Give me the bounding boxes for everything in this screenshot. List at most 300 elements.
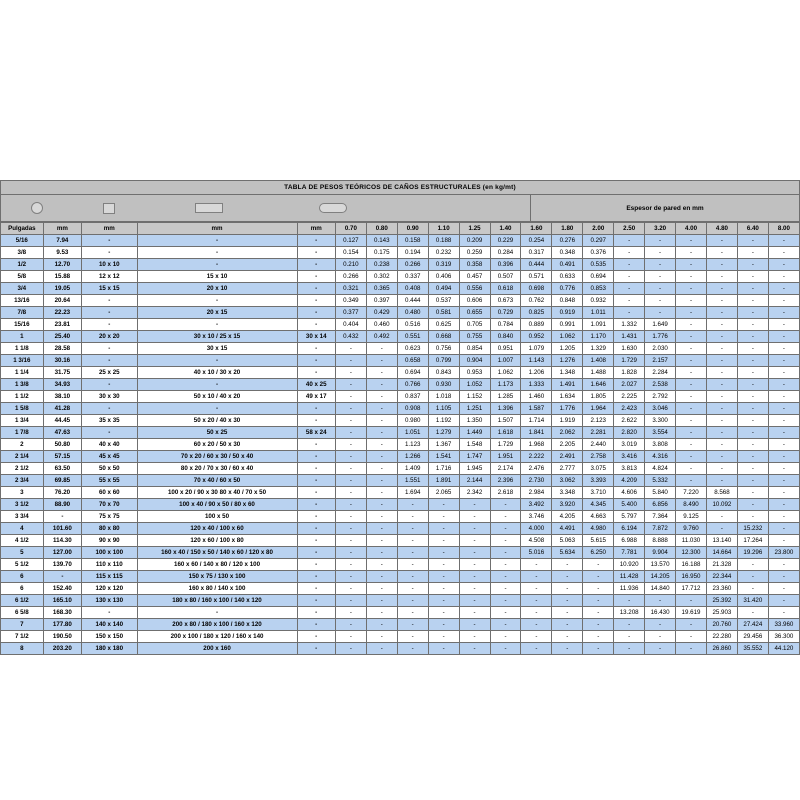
cell-r14-c3: -: [137, 403, 297, 415]
cell-r26-c7: -: [397, 547, 428, 559]
cell-r3-c0: 5/8: [1, 271, 44, 283]
cell-r0-c17: -: [706, 235, 737, 247]
cell-r12-c13: 1.646: [583, 379, 614, 391]
cell-r2-c19: -: [768, 259, 799, 271]
cell-r14-c5: -: [335, 403, 366, 415]
cell-r20-c4: -: [297, 475, 335, 487]
cell-r10-c8: 0.799: [428, 355, 459, 367]
cell-r8-c16: -: [676, 331, 707, 343]
cell-r33-c16: -: [676, 631, 707, 643]
cell-r29-c3: 160 x 80 / 140 x 100: [137, 583, 297, 595]
cell-r23-c6: -: [366, 511, 397, 523]
cell-r22-c13: 4.345: [583, 499, 614, 511]
cell-r2-c7: 0.266: [397, 259, 428, 271]
cell-r6-c10: 0.729: [490, 307, 521, 319]
cell-r4-c11: 0.698: [521, 283, 552, 295]
cell-r32-c2: 140 x 140: [82, 619, 137, 631]
cell-r28-c9: -: [459, 571, 490, 583]
cell-r24-c1: 101.60: [43, 523, 81, 535]
cell-r24-c17: -: [706, 523, 737, 535]
cell-r29-c5: -: [335, 583, 366, 595]
cell-r28-c3: 150 x 75 / 130 x 100: [137, 571, 297, 583]
cell-r2-c12: 0.491: [552, 259, 583, 271]
column-header-15: 3.20: [645, 223, 676, 235]
cell-r3-c17: -: [706, 271, 737, 283]
cell-r28-c18: -: [737, 571, 768, 583]
cell-r2-c0: 1/2: [1, 259, 44, 271]
cell-r10-c18: -: [737, 355, 768, 367]
cell-r26-c0: 5: [1, 547, 44, 559]
cell-r11-c16: -: [676, 367, 707, 379]
cell-r21-c4: -: [297, 487, 335, 499]
cell-r4-c5: 0.321: [335, 283, 366, 295]
cell-r1-c11: 0.317: [521, 247, 552, 259]
table-row: [1, 295, 800, 307]
cell-r14-c19: -: [768, 403, 799, 415]
cell-r5-c13: 0.932: [583, 295, 614, 307]
cell-r27-c2: 110 x 110: [82, 559, 137, 571]
cell-r22-c12: 3.920: [552, 499, 583, 511]
cell-r4-c14: -: [614, 283, 645, 295]
cell-r25-c2: 90 x 90: [82, 535, 137, 547]
cell-r13-c10: 1.285: [490, 391, 521, 403]
cell-r13-c18: -: [737, 391, 768, 403]
cell-r33-c15: -: [645, 631, 676, 643]
cell-r18-c3: 70 x 20 / 60 x 30 / 50 x 40: [137, 451, 297, 463]
cell-r5-c5: 0.349: [335, 295, 366, 307]
cell-r29-c12: -: [552, 583, 583, 595]
column-header-11: 1.60: [521, 223, 552, 235]
cell-r22-c17: 10.092: [706, 499, 737, 511]
cell-r0-c16: -: [676, 235, 707, 247]
cell-r17-c1: 50.80: [43, 439, 81, 451]
cell-r16-c8: 1.279: [428, 427, 459, 439]
cell-r7-c1: 23.81: [43, 319, 81, 331]
cell-r30-c13: -: [583, 595, 614, 607]
cell-r17-c16: -: [676, 439, 707, 451]
cell-r32-c4: -: [297, 619, 335, 631]
cell-r17-c13: 2.440: [583, 439, 614, 451]
cell-r6-c4: -: [297, 307, 335, 319]
cell-r2-c13: 0.535: [583, 259, 614, 271]
cell-r28-c6: -: [366, 571, 397, 583]
cell-r9-c1: 28.58: [43, 343, 81, 355]
cell-r0-c11: 0.254: [521, 235, 552, 247]
cell-r22-c9: -: [459, 499, 490, 511]
cell-r28-c19: -: [768, 571, 799, 583]
cell-r3-c5: 0.266: [335, 271, 366, 283]
cell-r22-c1: 88.90: [43, 499, 81, 511]
cell-r17-c2: 40 x 40: [82, 439, 137, 451]
cell-r29-c4: -: [297, 583, 335, 595]
cell-r2-c10: 0.396: [490, 259, 521, 271]
cell-r12-c9: 1.052: [459, 379, 490, 391]
cell-r34-c7: -: [397, 643, 428, 655]
cell-r20-c17: -: [706, 475, 737, 487]
cell-r2-c9: 0.358: [459, 259, 490, 271]
cell-r32-c19: 33.960: [768, 619, 799, 631]
cell-r13-c14: 2.225: [614, 391, 645, 403]
cell-r19-c15: 4.824: [645, 463, 676, 475]
cell-r24-c11: 4.000: [521, 523, 552, 535]
table-row: [1, 307, 800, 319]
cell-r32-c16: -: [676, 619, 707, 631]
cell-r16-c18: -: [737, 427, 768, 439]
cell-r10-c4: -: [297, 355, 335, 367]
cell-r6-c14: -: [614, 307, 645, 319]
cell-r0-c5: 0.127: [335, 235, 366, 247]
cell-r1-c0: 3/8: [1, 247, 44, 259]
cell-r20-c6: -: [366, 475, 397, 487]
cell-r11-c13: 1.488: [583, 367, 614, 379]
cell-r15-c18: -: [737, 415, 768, 427]
cell-r16-c9: 1.449: [459, 427, 490, 439]
cell-r14-c0: 1 5/8: [1, 403, 44, 415]
table-row: [1, 439, 800, 451]
cell-r7-c4: -: [297, 319, 335, 331]
cell-r3-c15: -: [645, 271, 676, 283]
cell-r23-c17: -: [706, 511, 737, 523]
cell-r13-c13: 1.805: [583, 391, 614, 403]
table-row: [1, 571, 800, 583]
table-row: [1, 463, 800, 475]
cell-r18-c13: 2.758: [583, 451, 614, 463]
cell-r22-c18: -: [737, 499, 768, 511]
cell-r28-c15: 14.205: [645, 571, 676, 583]
cell-r16-c12: 2.062: [552, 427, 583, 439]
cell-r5-c16: -: [676, 295, 707, 307]
cell-r10-c13: 1.408: [583, 355, 614, 367]
table-row: [1, 379, 800, 391]
cell-r23-c9: -: [459, 511, 490, 523]
cell-r27-c8: -: [428, 559, 459, 571]
cell-r27-c5: -: [335, 559, 366, 571]
cell-r12-c5: -: [335, 379, 366, 391]
cell-r8-c11: 0.952: [521, 331, 552, 343]
cell-r20-c10: 2.396: [490, 475, 521, 487]
cell-r1-c9: 0.259: [459, 247, 490, 259]
cell-r23-c7: -: [397, 511, 428, 523]
cell-r18-c4: -: [297, 451, 335, 463]
cell-r11-c10: 1.062: [490, 367, 521, 379]
cell-r11-c9: 0.953: [459, 367, 490, 379]
cell-r29-c0: 6: [1, 583, 44, 595]
cell-r6-c17: -: [706, 307, 737, 319]
table-row: [1, 619, 800, 631]
cell-r24-c12: 4.491: [552, 523, 583, 535]
cell-r21-c2: 60 x 60: [82, 487, 137, 499]
cell-r24-c0: 4: [1, 523, 44, 535]
cell-r8-c18: -: [737, 331, 768, 343]
table-row: [1, 427, 800, 439]
cell-r5-c8: 0.537: [428, 295, 459, 307]
cell-r26-c12: 5.634: [552, 547, 583, 559]
cell-r23-c0: 3 3/4: [1, 511, 44, 523]
cell-r18-c19: -: [768, 451, 799, 463]
cell-r11-c11: 1.206: [521, 367, 552, 379]
cell-r18-c2: 45 x 45: [82, 451, 137, 463]
cell-r19-c19: -: [768, 463, 799, 475]
cell-r30-c8: -: [428, 595, 459, 607]
cell-r30-c16: -: [676, 595, 707, 607]
cell-r16-c13: 2.281: [583, 427, 614, 439]
cell-r0-c1: 7.94: [43, 235, 81, 247]
cell-r8-c17: -: [706, 331, 737, 343]
cell-r21-c5: -: [335, 487, 366, 499]
cell-r12-c3: -: [137, 379, 297, 391]
cell-r34-c0: 8: [1, 643, 44, 655]
cell-r21-c7: 1.694: [397, 487, 428, 499]
table-row: [1, 355, 800, 367]
cell-r26-c8: -: [428, 547, 459, 559]
cell-r8-c9: 0.755: [459, 331, 490, 343]
cell-r19-c10: 2.174: [490, 463, 521, 475]
cell-r6-c11: 0.825: [521, 307, 552, 319]
cell-r28-c17: 22.344: [706, 571, 737, 583]
cell-r26-c4: -: [297, 547, 335, 559]
cell-r21-c13: 3.710: [583, 487, 614, 499]
cell-r17-c10: 1.729: [490, 439, 521, 451]
cell-r10-c15: 2.157: [645, 355, 676, 367]
table-row: [1, 451, 800, 463]
cell-r7-c0: 15/16: [1, 319, 44, 331]
cell-r0-c14: -: [614, 235, 645, 247]
cell-r7-c17: -: [706, 319, 737, 331]
cell-r13-c4: 49 x 17: [297, 391, 335, 403]
cell-r9-c4: -: [297, 343, 335, 355]
table-header-row: [1, 223, 800, 235]
cell-r21-c6: -: [366, 487, 397, 499]
cell-r34-c16: -: [676, 643, 707, 655]
cell-r19-c12: 2.777: [552, 463, 583, 475]
cell-r13-c11: 1.460: [521, 391, 552, 403]
cell-r10-c19: -: [768, 355, 799, 367]
cell-r29-c16: 17.712: [676, 583, 707, 595]
cell-r13-c2: 30 x 30: [82, 391, 137, 403]
cell-r4-c10: 0.618: [490, 283, 521, 295]
table-row: [1, 403, 800, 415]
cell-r4-c15: -: [645, 283, 676, 295]
cell-r19-c9: 1.945: [459, 463, 490, 475]
cell-r24-c8: -: [428, 523, 459, 535]
table-row: [1, 631, 800, 643]
cell-r18-c7: 1.266: [397, 451, 428, 463]
cell-r1-c18: -: [737, 247, 768, 259]
profile-icon-bar: [0, 195, 800, 222]
cell-r11-c14: 1.828: [614, 367, 645, 379]
cell-r2-c4: -: [297, 259, 335, 271]
column-header-2: mm: [82, 223, 137, 235]
cell-r25-c7: -: [397, 535, 428, 547]
cell-r10-c16: -: [676, 355, 707, 367]
cell-r32-c11: -: [521, 619, 552, 631]
cell-r6-c19: -: [768, 307, 799, 319]
cell-r24-c15: 7.872: [645, 523, 676, 535]
cell-r17-c11: 1.968: [521, 439, 552, 451]
cell-r15-c19: -: [768, 415, 799, 427]
cell-r14-c8: 1.105: [428, 403, 459, 415]
cell-r31-c6: -: [366, 607, 397, 619]
cell-r8-c15: 1.776: [645, 331, 676, 343]
cell-r33-c9: -: [459, 631, 490, 643]
cell-r31-c19: -: [768, 607, 799, 619]
cell-r10-c17: -: [706, 355, 737, 367]
cell-r3-c1: 15.88: [43, 271, 81, 283]
cell-r33-c1: 190.50: [43, 631, 81, 643]
cell-r7-c13: 1.091: [583, 319, 614, 331]
cell-r15-c1: 44.45: [43, 415, 81, 427]
cell-r29-c8: -: [428, 583, 459, 595]
cell-r24-c3: 120 x 40 / 100 x 60: [137, 523, 297, 535]
cell-r25-c12: 5.063: [552, 535, 583, 547]
cell-r14-c6: -: [366, 403, 397, 415]
cell-r6-c15: -: [645, 307, 676, 319]
cell-r33-c11: -: [521, 631, 552, 643]
cell-r7-c11: 0.889: [521, 319, 552, 331]
cell-r9-c3: 30 x 15: [137, 343, 297, 355]
cell-r21-c15: 5.840: [645, 487, 676, 499]
table-row: [1, 547, 800, 559]
cell-r14-c18: -: [737, 403, 768, 415]
cell-r20-c2: 55 x 55: [82, 475, 137, 487]
cell-r14-c11: 1.587: [521, 403, 552, 415]
cell-r31-c10: -: [490, 607, 521, 619]
cell-r33-c12: -: [552, 631, 583, 643]
table-row: [1, 583, 800, 595]
cell-r27-c17: 21.328: [706, 559, 737, 571]
cell-r31-c4: -: [297, 607, 335, 619]
cell-r34-c12: -: [552, 643, 583, 655]
cell-r5-c0: 13/16: [1, 295, 44, 307]
cell-r33-c7: -: [397, 631, 428, 643]
cell-r27-c4: -: [297, 559, 335, 571]
cell-r8-c6: 0.492: [366, 331, 397, 343]
cell-r24-c10: -: [490, 523, 521, 535]
cell-r32-c5: -: [335, 619, 366, 631]
cell-r33-c2: 150 x 150: [82, 631, 137, 643]
cell-r27-c7: -: [397, 559, 428, 571]
cell-r6-c1: 22.23: [43, 307, 81, 319]
cell-r28-c11: -: [521, 571, 552, 583]
cell-r31-c18: -: [737, 607, 768, 619]
cell-r29-c11: -: [521, 583, 552, 595]
cell-r26-c17: 14.664: [706, 547, 737, 559]
cell-r30-c4: -: [297, 595, 335, 607]
cell-r20-c3: 70 x 40 / 60 x 50: [137, 475, 297, 487]
cell-r15-c13: 2.123: [583, 415, 614, 427]
cell-r30-c18: 31.420: [737, 595, 768, 607]
cell-r2-c11: 0.444: [521, 259, 552, 271]
cell-r12-c19: -: [768, 379, 799, 391]
table-row: [1, 259, 800, 271]
cell-r21-c19: -: [768, 487, 799, 499]
cell-r15-c12: 1.919: [552, 415, 583, 427]
table-row: [1, 283, 800, 295]
cell-r20-c11: 2.730: [521, 475, 552, 487]
column-header-5: 0.70: [335, 223, 366, 235]
cell-r33-c14: -: [614, 631, 645, 643]
cell-r34-c6: -: [366, 643, 397, 655]
cell-r25-c10: -: [490, 535, 521, 547]
cell-r12-c18: -: [737, 379, 768, 391]
cell-r5-c17: -: [706, 295, 737, 307]
cell-r3-c3: 15 x 10: [137, 271, 297, 283]
cell-r4-c16: -: [676, 283, 707, 295]
table-row: [1, 271, 800, 283]
cell-r27-c1: 139.70: [43, 559, 81, 571]
cell-r21-c18: -: [737, 487, 768, 499]
cell-r20-c13: 3.393: [583, 475, 614, 487]
cell-r28-c12: -: [552, 571, 583, 583]
cell-r18-c6: -: [366, 451, 397, 463]
cell-r32-c17: 20.760: [706, 619, 737, 631]
cell-r25-c8: -: [428, 535, 459, 547]
cell-r17-c4: -: [297, 439, 335, 451]
cell-r21-c8: 2.065: [428, 487, 459, 499]
cell-r15-c11: 1.714: [521, 415, 552, 427]
cell-r7-c5: 0.404: [335, 319, 366, 331]
cell-r5-c2: -: [82, 295, 137, 307]
cell-r9-c13: 1.329: [583, 343, 614, 355]
cell-r8-c10: 0.840: [490, 331, 521, 343]
cell-r19-c14: 3.813: [614, 463, 645, 475]
cell-r18-c18: -: [737, 451, 768, 463]
column-header-8: 1.10: [428, 223, 459, 235]
cell-r14-c15: 3.046: [645, 403, 676, 415]
cell-r26-c5: -: [335, 547, 366, 559]
cell-r25-c0: 4 1/2: [1, 535, 44, 547]
cell-r22-c6: -: [366, 499, 397, 511]
cell-r5-c4: -: [297, 295, 335, 307]
cell-r0-c7: 0.158: [397, 235, 428, 247]
cell-r12-c14: 2.027: [614, 379, 645, 391]
cell-r1-c3: -: [137, 247, 297, 259]
cell-r5-c3: -: [137, 295, 297, 307]
cell-r2-c6: 0.238: [366, 259, 397, 271]
rectangle-profile-icon: [145, 195, 273, 221]
cell-r34-c9: -: [459, 643, 490, 655]
cell-r28-c4: -: [297, 571, 335, 583]
cell-r9-c17: -: [706, 343, 737, 355]
cell-r30-c12: -: [552, 595, 583, 607]
cell-r30-c3: 180 x 80 / 160 x 100 / 140 x 120: [137, 595, 297, 607]
cell-r29-c9: -: [459, 583, 490, 595]
cell-r18-c12: 2.491: [552, 451, 583, 463]
table-title: TABLA DE PESOS TEÓRICOS DE CAÑOS ESTRUCTURALES (en kg/mt): [0, 180, 800, 195]
cell-r4-c7: 0.408: [397, 283, 428, 295]
cell-r32-c1: 177.80: [43, 619, 81, 631]
cell-r12-c1: 34.93: [43, 379, 81, 391]
column-header-0: Pulgadas: [1, 223, 44, 235]
cell-r23-c15: 7.364: [645, 511, 676, 523]
cell-r17-c18: -: [737, 439, 768, 451]
cell-r29-c17: 23.360: [706, 583, 737, 595]
cell-r4-c12: 0.776: [552, 283, 583, 295]
column-header-18: 6.40: [737, 223, 768, 235]
cell-r31-c5: -: [335, 607, 366, 619]
cell-r11-c5: -: [335, 367, 366, 379]
cell-r12-c15: 2.538: [645, 379, 676, 391]
cell-r27-c11: -: [521, 559, 552, 571]
cell-r28-c8: -: [428, 571, 459, 583]
cell-r28-c1: -: [43, 571, 81, 583]
table-row: [1, 475, 800, 487]
cell-r17-c3: 60 x 20 / 50 x 30: [137, 439, 297, 451]
cell-r25-c9: -: [459, 535, 490, 547]
cell-r21-c11: 2.984: [521, 487, 552, 499]
cell-r19-c17: -: [706, 463, 737, 475]
cell-r12-c16: -: [676, 379, 707, 391]
